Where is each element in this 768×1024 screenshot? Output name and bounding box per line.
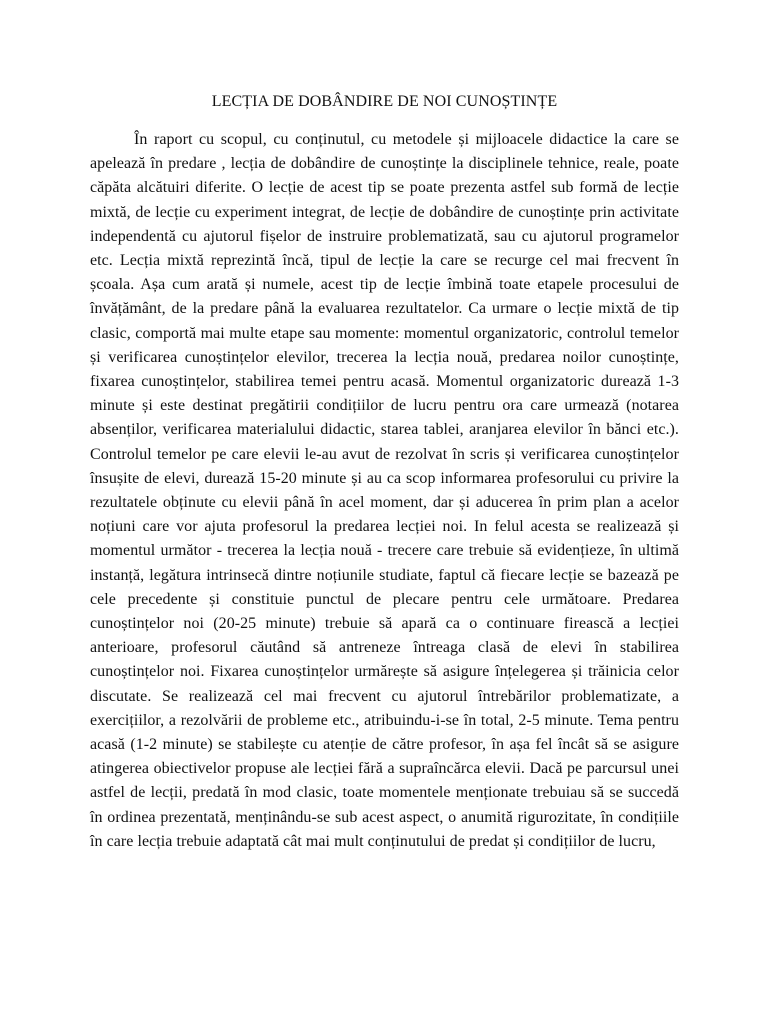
document-title: LECȚIA DE DOBÂNDIRE DE NOI CUNOȘTINȚE [211, 93, 558, 110]
document-page [90, 90, 679, 854]
body-paragraph: În raport cu scopul, cu conținutul, cu metodele și mijloacele didactice la care se apelează în predare , lecția de dobândire de cunoștințe la disciplinele tehnice, reale, poate căpăta alcătuiri diferite. O lecție de acest tip se poate prezenta astfel sub formă de lecție mixtă, de lecție cu experiment integrat, de lecție de dobândire de cunoștințe prin activitate independentă cu ajutorul fișelor de instruire problematizată, sau cu ajutorul programelor etc. Lecția mixtă reprezintă încă, tipul de lecție la care se recurge cel mai frecvent în școala. Așa cum arată și numele, acest tip de lecție îmbină toate etapele procesului de învățământ, de la predare până la evaluarea rezultatelor. Ca urmare o lecție mixtă de tip clasic, comportă mai multe etape sau momente: momentul organizatoric, controlul temelor și verificarea cunoștințelor elevilor, trecerea la lecția nouă, predarea noilor cunoștințe, fixarea cunoștințelor, stabilirea temei pentru acasă. Momentul organizatoric durează 1-3 minute și este destinat pregătirii condițiilor de lucru pentru ora care urmează (notarea absenților, verificarea materialului didactic, starea tablei, aranjarea elevilor în bănci etc.). Controlul temelor pe care elevii le-au avut de rezolvat în scris și verificarea cunoștințelor însușite de elevi, durează 15-20 minute și au ca scop informarea profesorului cu privire la rezultatele obținute cu elevii până în acel moment, dar și aducerea în prim plan a acelor noțiuni care vor ajuta profesorul la predarea lecției noi. In felul acesta se realizează și momentul următor - trecerea la lecția nouă - trecere care trebuie să evidențieze, în ultimă instanță, legătura intrinsecă dintre noțiunile studiate, faptul că fiecare lecție se bazează pe cele precedente și constituie punctul de plecare pentru cele următoare. Predarea cunoștințelor noi (20-25 minute) trebuie să apară ca o continuare firească a lecției anterioare, profesorul căutând să antreneze întreaga clasă de elevi în stabilirea cunoștințelor noi. Fixarea cunoștințelor urmărește să asigure înțelegerea și trăinicia celor discutate. Se realizează cel mai frecvent cu ajutorul întrebărilor problematizate, a exercițiilor, a rezolvării de probleme etc., atribuindu-i-se în total, 2-5 minute. Tema pentru acasă (1-2 minute) se stabilește cu atenție de către profesor, în așa fel încât să se asigure atingerea obiectivelor propuse ale lecției fără a supraîncărca elevii. Dacă pe parcursul unei astfel de lecții, predată în mod clasic, toate momentele menționate trebuiau să se succedă în ordinea prezentată, menținându-se sub acest aspect, o anumită rigurozitate, în condițiile în care lecția trebuie adaptată cât mai mult conținutului de predat și condițiilor de lucru, [90, 131, 679, 850]
